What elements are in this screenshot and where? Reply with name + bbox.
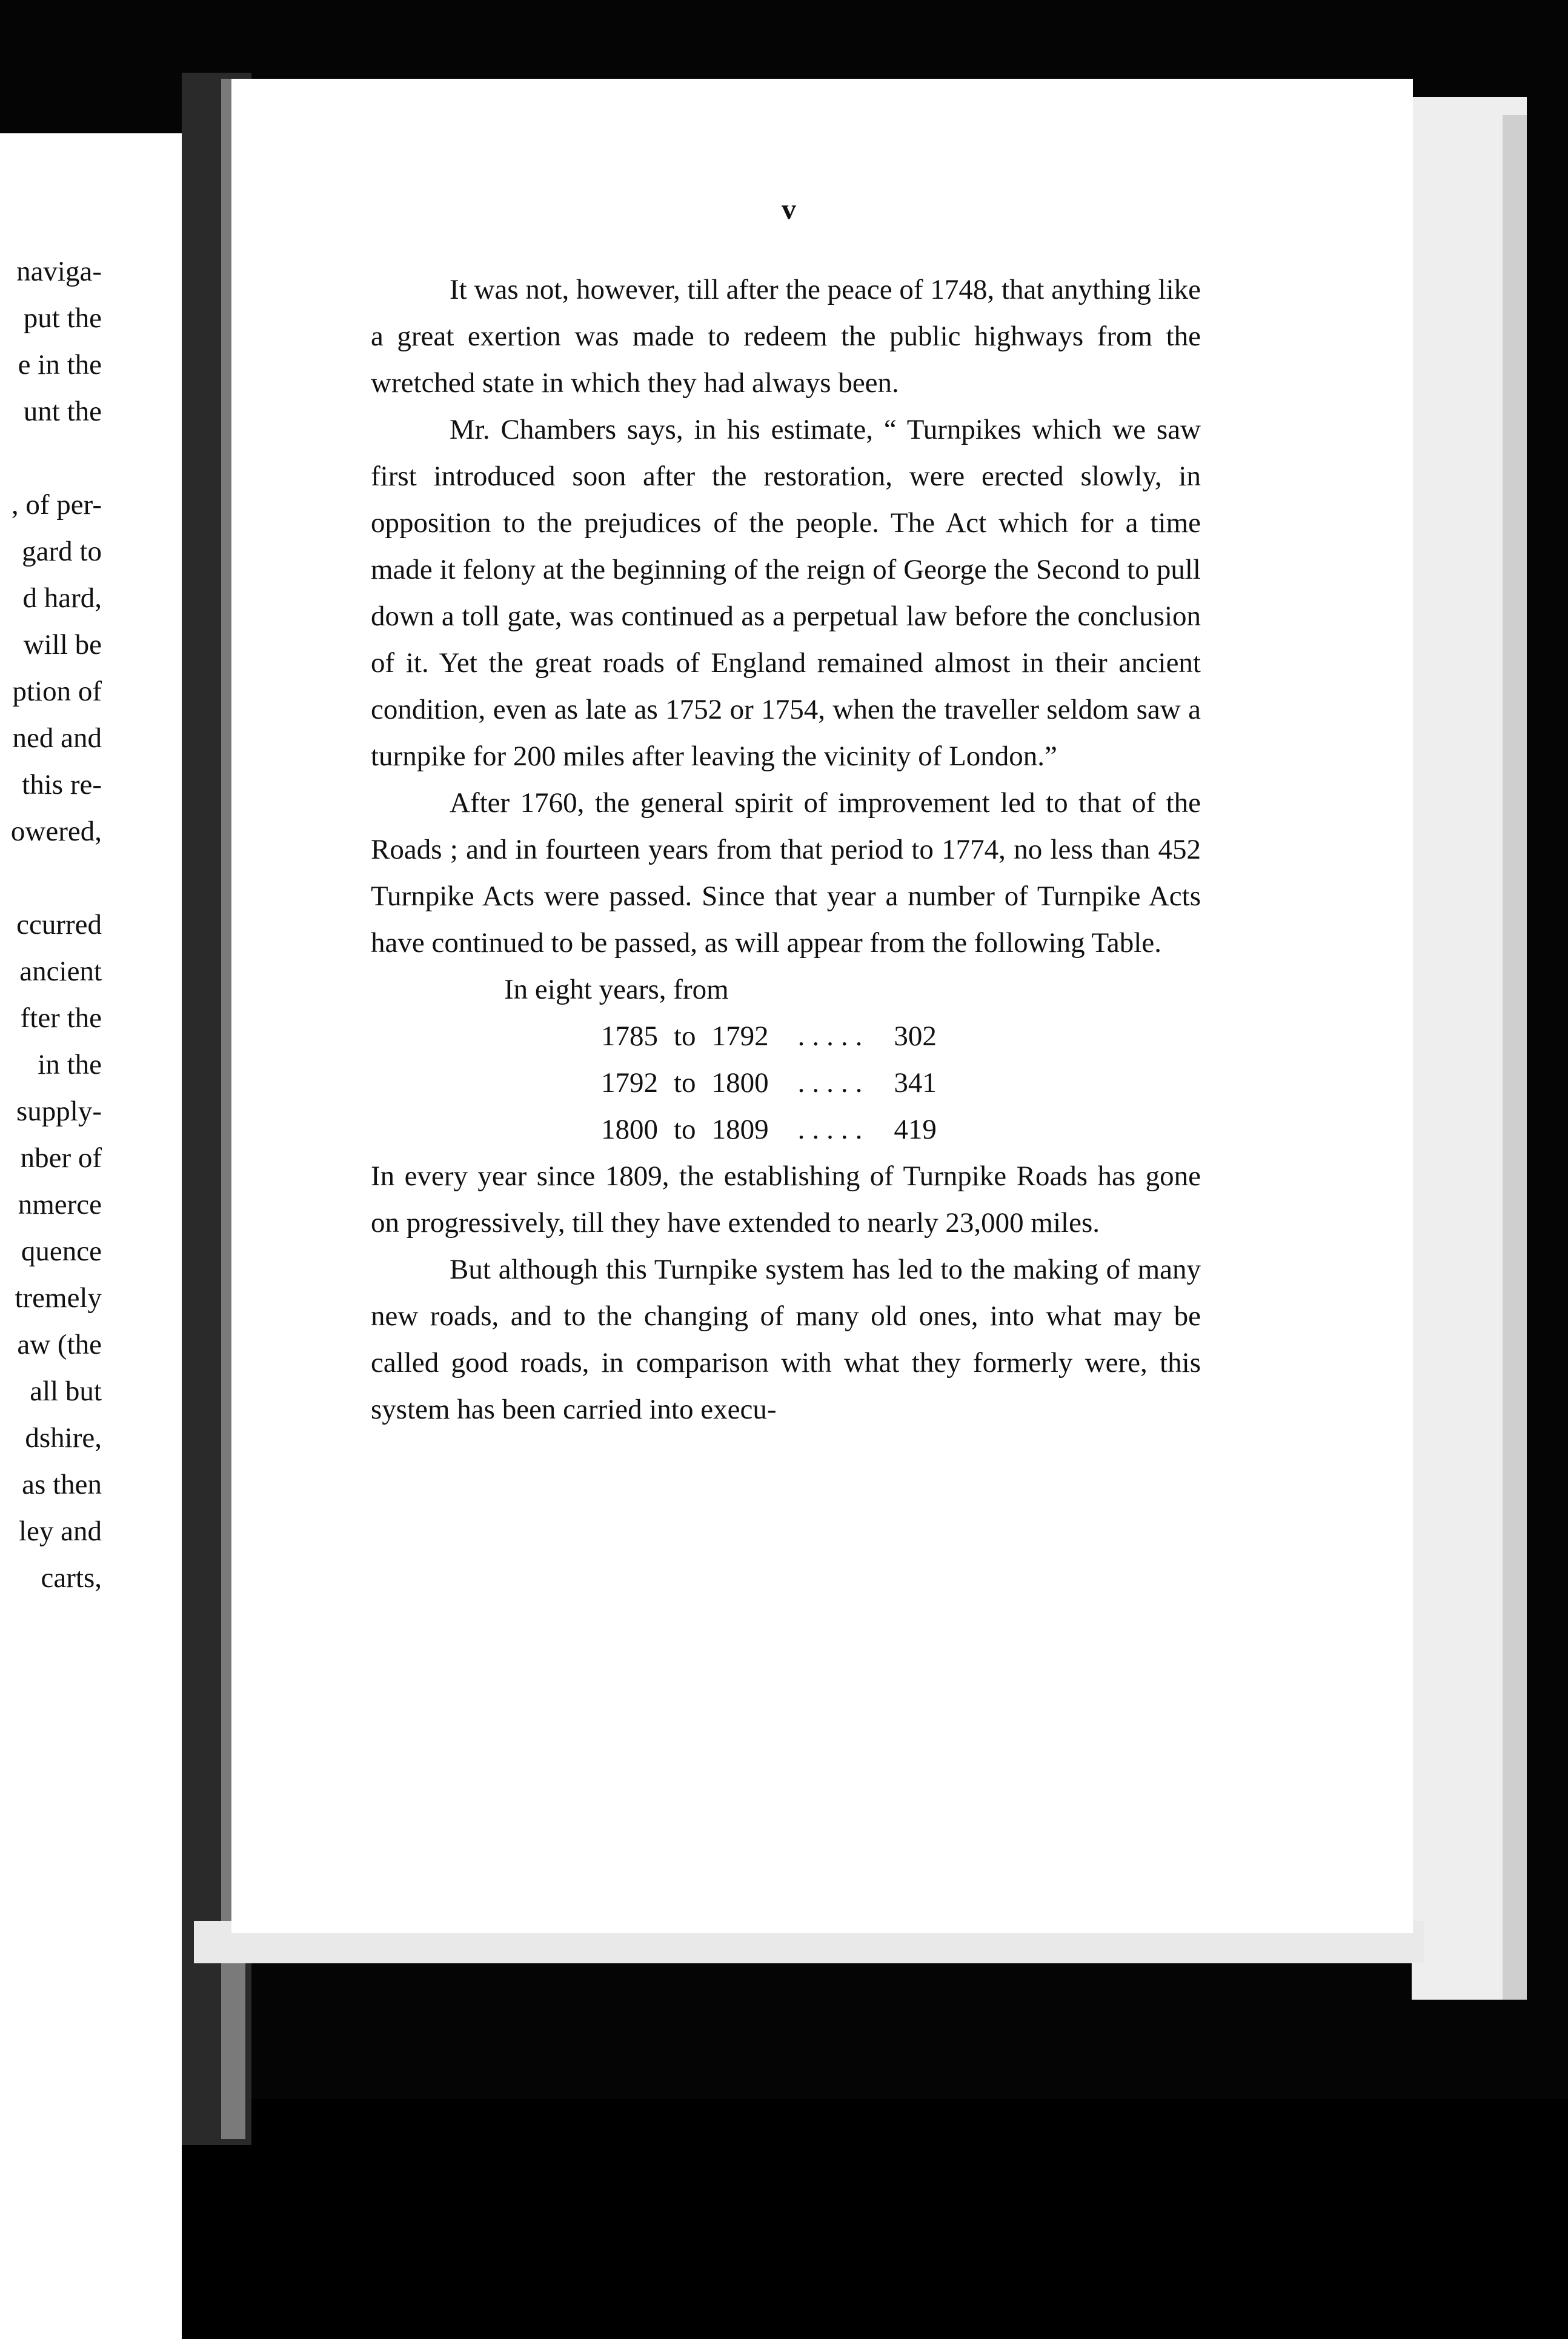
table-intro: In eight years, from	[504, 974, 729, 1005]
left-page-line: nber of	[20, 1142, 102, 1174]
left-page-line: as then	[22, 1469, 102, 1500]
left-page-line: dshire,	[25, 1422, 102, 1454]
left-page-line: quence	[21, 1236, 102, 1267]
left-page-line: ancient	[19, 956, 102, 987]
left-page-line: ption of	[12, 676, 102, 707]
left-page-line: ccurred	[16, 909, 102, 940]
left-page-line: ley and	[18, 1516, 102, 1547]
leader-dots: .....	[797, 1020, 870, 1052]
acts-count: 302	[894, 1020, 937, 1052]
left-page-line: e in the	[18, 349, 102, 381]
left-page-line: supply-	[16, 1096, 102, 1127]
page-edge-shadow	[1503, 115, 1527, 2000]
year-to: 1792	[711, 1020, 769, 1052]
left-page-line	[0, 435, 102, 482]
paragraph-since-1809: In every year since 1809, the establishing of Turnpike Roads has gone on progressively, till they have extended to nearly 23,000 miles.	[371, 1160, 1201, 1239]
to-word: to	[674, 1020, 696, 1052]
paragraph-after-1760: After 1760, the general spirit of improvement led to that of the Roads ; and in fourteen years from that period to 1774, no less than 452 Turnpike Acts were passed. Since that year a number of Turnpike Acts have continued to be passed, as will appear from the following Table.	[371, 787, 1201, 959]
left-page-line: tremely	[15, 1282, 102, 1314]
year-from: 1800	[601, 1114, 658, 1145]
acts-count: 419	[894, 1114, 937, 1145]
left-page-line: , of per-	[11, 489, 102, 521]
left-page-line: carts,	[41, 1562, 102, 1594]
left-page-line: will be	[23, 629, 102, 660]
year-to: 1809	[711, 1114, 769, 1145]
left-page-line: unt the	[23, 396, 102, 427]
leader-dots: .....	[797, 1067, 870, 1099]
left-page-line: fter the	[20, 1002, 102, 1034]
table-row	[601, 1060, 937, 1106]
left-page-line: all but	[30, 1376, 102, 1407]
turnpike-acts-table	[601, 1013, 937, 1153]
table-row	[601, 1106, 937, 1153]
left-page-line: this re-	[22, 769, 102, 800]
to-word: to	[674, 1067, 696, 1099]
to-word: to	[674, 1114, 696, 1145]
paragraph-turnpike-system: But although this Turnpike system has led to the making of many new roads, and to the changing of many old ones, into what may be called good roads, in comparison with what they formerly were, this system has been carried into execu-	[371, 1254, 1201, 1425]
paragraph-peace-1748: It was not, however, till after the peace of 1748, that anything like a great exertion was made to redeem the public highways from the wretched state in which they had always been.	[371, 274, 1201, 399]
left-page-line: in the	[38, 1049, 102, 1080]
acts-count: 341	[894, 1067, 937, 1099]
left-page-line: nmerce	[18, 1189, 102, 1220]
left-facing-page	[0, 67, 183, 2339]
year-from: 1792	[601, 1067, 658, 1099]
left-page-text	[0, 248, 102, 1602]
left-page-line	[0, 855, 102, 902]
year-to: 1800	[711, 1067, 769, 1099]
paragraph-chambers-quote: Mr. Chambers says, in his estimate, “ Turnpikes which we saw first introduced soon after the restoration, were erected slowly, in opposition to the prejudices of the people. The Act which for a time made it felony at the beginning of the reign of George the Second to pull down a toll gate, was continued as a perpetual law before the conclusion of it. Yet the great roads of England remained almost in their ancient condition, even as late as 1752 or 1754, when the traveller seldom saw a turnpike for 200 miles after leaving the vicinity of London.”	[371, 414, 1201, 772]
page-body	[371, 267, 1201, 1433]
left-page-line: put the	[23, 302, 102, 334]
left-page-line: gard to	[22, 536, 102, 567]
page-number: v	[782, 193, 796, 225]
left-page-line: aw (the	[17, 1329, 102, 1360]
table-row	[601, 1013, 937, 1060]
year-from: 1785	[601, 1020, 658, 1052]
left-page-line: d hard,	[22, 582, 102, 614]
left-page-line: owered,	[10, 816, 102, 847]
leader-dots: .....	[797, 1114, 870, 1145]
left-page-line: ned and	[12, 722, 102, 754]
left-page-line: naviga-	[16, 256, 102, 287]
